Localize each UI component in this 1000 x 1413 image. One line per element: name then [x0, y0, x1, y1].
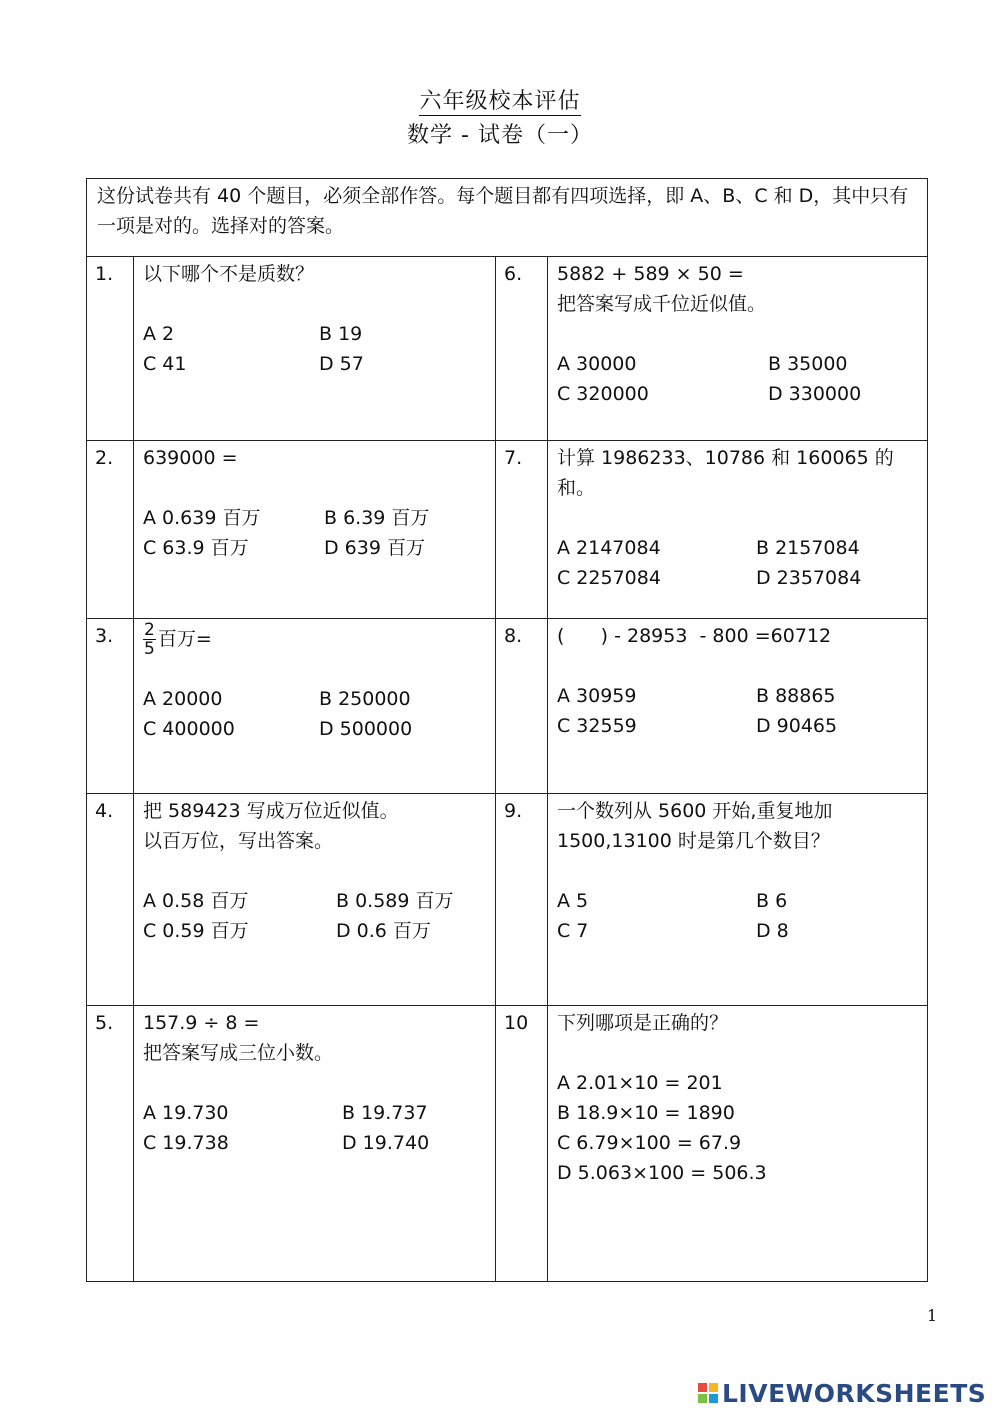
options [143, 886, 495, 946]
options [557, 1068, 927, 1188]
question-text: 以百万位，写出答案。 [143, 830, 334, 852]
question-text: 下列哪项是正确的？ [557, 1012, 729, 1034]
options [143, 1098, 495, 1158]
question-number: 2. [87, 441, 134, 619]
page-number: 1 [927, 1306, 938, 1325]
options [557, 681, 927, 741]
option-b[interactable]: B 18.9×10 = 1890 [557, 1102, 735, 1124]
question-text-suffix: 百万= [157, 628, 212, 650]
option-c[interactable]: C 6.79×100 = 67.9 [557, 1132, 742, 1154]
page-subtitle: 数学 - 试卷（一） [407, 123, 593, 148]
option-c[interactable]: C 400000 [143, 718, 235, 740]
question-9 [548, 794, 928, 1006]
question-10 [548, 1006, 928, 1282]
question-number: 4. [87, 794, 134, 1006]
option-b[interactable]: B 0.589 百万 [336, 890, 454, 912]
option-c[interactable]: C 2257084 [557, 567, 661, 589]
question-number: 7. [496, 441, 548, 619]
logo-square [709, 1394, 718, 1403]
option-a[interactable]: A 20000 [143, 688, 223, 710]
question-number: 9. [496, 794, 548, 1006]
option-c[interactable]: C 320000 [557, 383, 649, 405]
option-b[interactable]: B 19.737 [342, 1102, 428, 1124]
options [143, 319, 495, 379]
instructions: 这份试卷共有 40 个题目，必须全部作答。每个题目都有四项选择，即 A、B、C 和 D，其中只有一项是对的。选择对的答案。 [87, 179, 928, 257]
logo-square [698, 1383, 707, 1392]
logo-text: LIVEWORKSHEETS [722, 1378, 987, 1408]
question-text: 以下哪个不是质数？ [143, 263, 315, 285]
question-5 [134, 1006, 496, 1282]
option-d[interactable]: D 330000 [768, 383, 862, 405]
question-text: 一个数列从 5600 开始,重复地加 1500,13100 时是第几个数目？ [557, 800, 833, 852]
question-7 [548, 441, 928, 619]
question-text: 157.9 ÷ 8 = [143, 1012, 260, 1034]
question-text: 把答案写成千位近似值。 [557, 293, 767, 315]
option-a[interactable]: A 2.01×10 = 201 [557, 1072, 723, 1094]
option-a[interactable]: A 30959 [557, 685, 637, 707]
option-b[interactable]: B 250000 [319, 688, 411, 710]
option-d[interactable]: D 2357084 [756, 567, 862, 589]
options [557, 533, 927, 593]
option-b[interactable]: B 2157084 [756, 537, 860, 559]
question-table [86, 178, 928, 1282]
question-3 [134, 619, 496, 794]
option-d[interactable]: D 8 [756, 920, 789, 942]
option-b[interactable]: B 19 [319, 323, 363, 345]
question-number: 10 [496, 1006, 548, 1282]
question-6 [548, 257, 928, 441]
option-b[interactable]: B 35000 [768, 353, 848, 375]
logo-squares-icon [698, 1383, 718, 1403]
question-number: 3. [87, 619, 134, 794]
fraction [143, 621, 156, 658]
option-c[interactable]: C 7 [557, 920, 589, 942]
liveworksheets-logo[interactable] [698, 1378, 986, 1408]
question-2 [134, 441, 496, 619]
options [143, 503, 495, 563]
question-4 [134, 794, 496, 1006]
option-b[interactable]: B 6.39 百万 [324, 507, 430, 529]
option-c[interactable]: C 0.59 百万 [143, 920, 249, 942]
question-number: 5. [87, 1006, 134, 1282]
option-d[interactable]: D 90465 [756, 715, 838, 737]
fraction-numerator: 2 [144, 620, 155, 640]
question-text: 5882 + 589 × 50 = [557, 263, 744, 285]
option-d[interactable]: D 19.740 [342, 1132, 430, 1154]
question-text: 639000 = [143, 447, 238, 469]
options [143, 684, 495, 744]
options [557, 349, 927, 409]
option-b[interactable]: B 88865 [756, 685, 836, 707]
option-d[interactable]: D 639 百万 [324, 537, 425, 559]
options [557, 886, 927, 946]
question-number: 8. [496, 619, 548, 794]
option-c[interactable]: C 63.9 百万 [143, 537, 249, 559]
question-text: 把答案写成三位小数。 [143, 1042, 334, 1064]
question-number: 6. [496, 257, 548, 441]
option-a[interactable]: A 19.730 [143, 1102, 229, 1124]
option-d[interactable]: D 5.063×100 = 506.3 [557, 1162, 767, 1184]
option-a[interactable]: A 0.639 百万 [143, 507, 261, 529]
option-c[interactable]: C 19.738 [143, 1132, 229, 1154]
option-c[interactable]: C 41 [143, 353, 187, 375]
page-title: 六年级校本评估 [419, 89, 581, 114]
question-1 [134, 257, 496, 441]
question-text: ( ) - 28953 - 800 =60712 [557, 625, 832, 647]
option-d[interactable]: D 500000 [319, 718, 413, 740]
question-text: 计算 1986233、10786 和 160065 的和。 [557, 447, 894, 499]
question-text: 把 589423 写成万位近似值。 [143, 800, 399, 822]
option-c[interactable]: C 32559 [557, 715, 637, 737]
question-number: 1. [87, 257, 134, 441]
option-a[interactable]: A 5 [557, 890, 589, 912]
fraction-denominator: 5 [144, 639, 155, 659]
option-a[interactable]: A 0.58 百万 [143, 890, 249, 912]
question-text [143, 621, 495, 658]
logo-square [709, 1383, 718, 1392]
logo-square [698, 1394, 707, 1403]
option-a[interactable]: A 30000 [557, 353, 637, 375]
option-a[interactable]: A 2 [143, 323, 175, 345]
question-8 [548, 619, 928, 794]
option-d[interactable]: D 57 [319, 353, 364, 375]
option-b[interactable]: B 6 [756, 890, 788, 912]
option-d[interactable]: D 0.6 百万 [336, 920, 431, 942]
option-a[interactable]: A 2147084 [557, 537, 661, 559]
